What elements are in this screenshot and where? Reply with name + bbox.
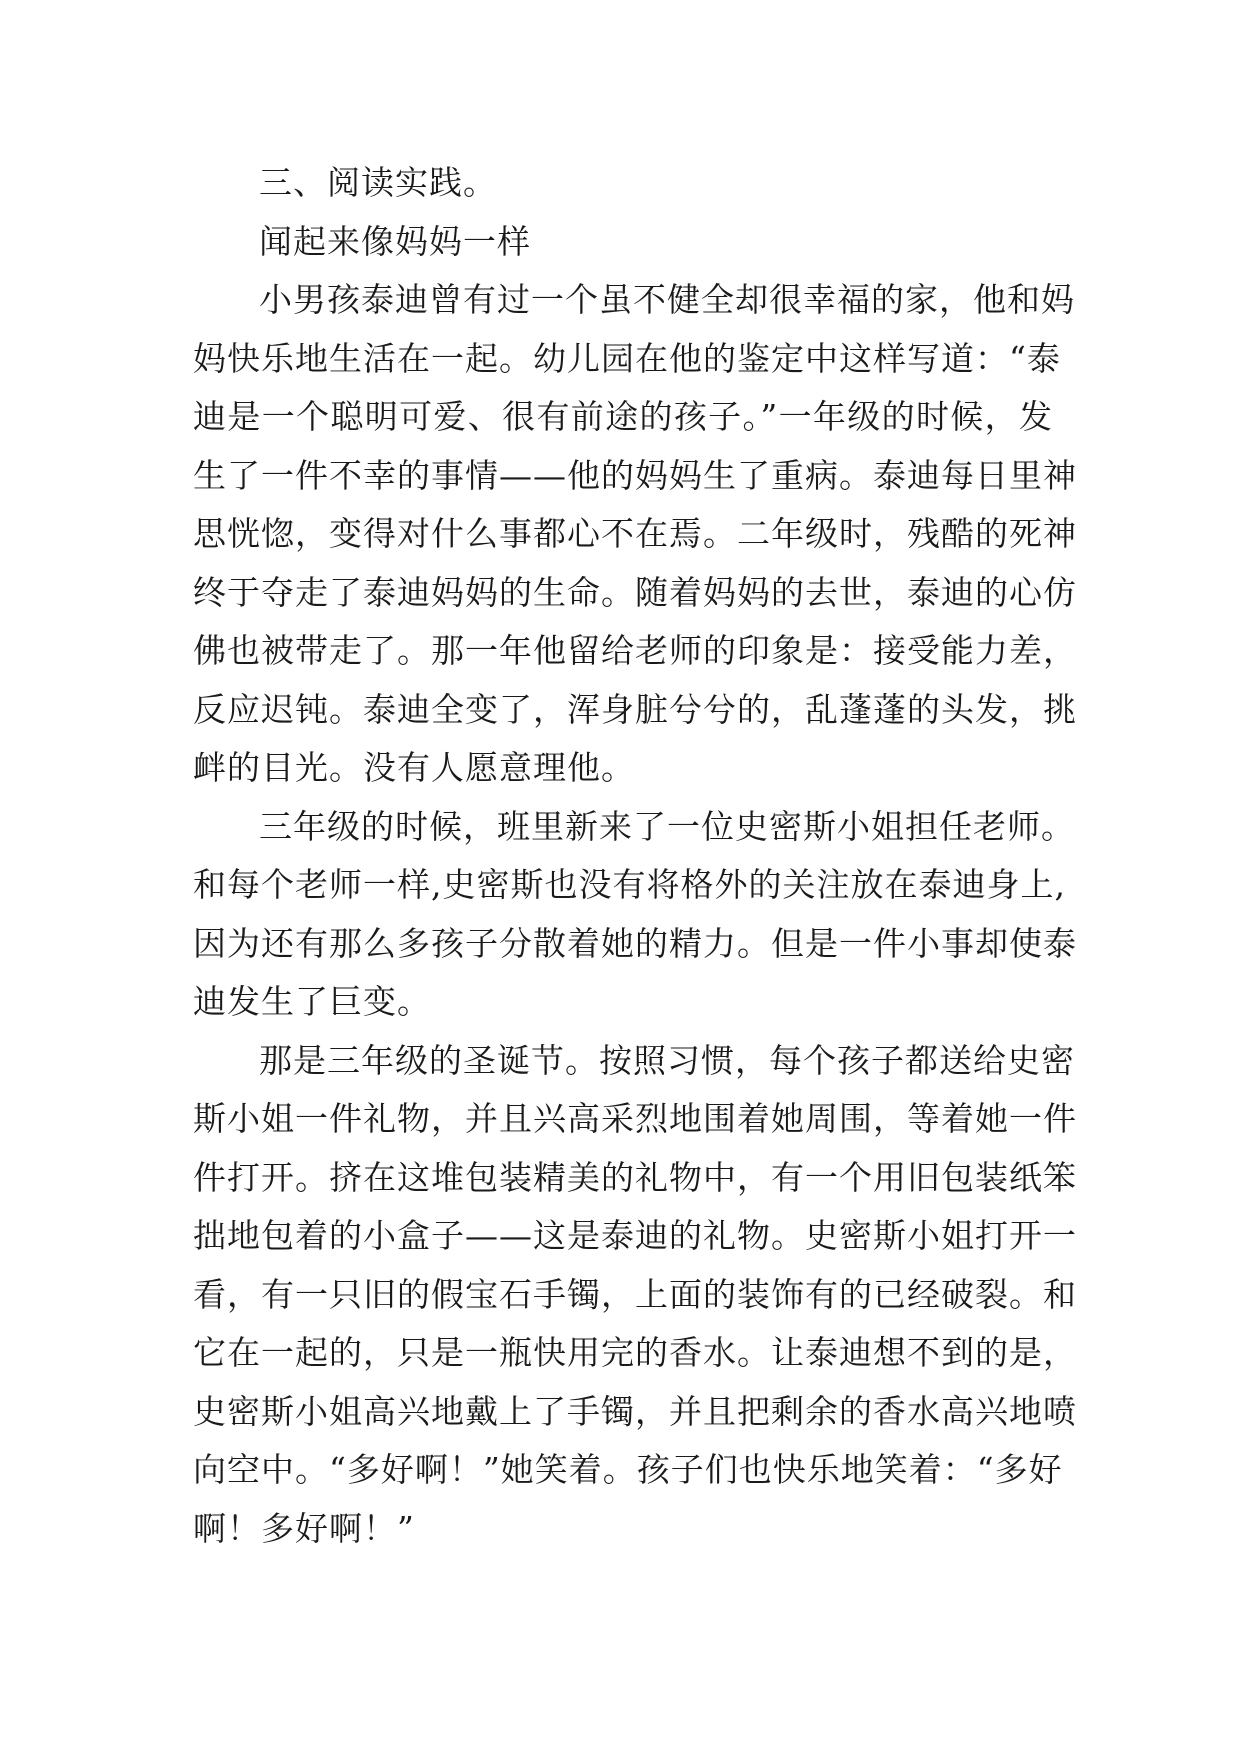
paragraph-line: 衅的目光。没有人愿意理他。 xyxy=(193,748,635,787)
paragraph-line: 思恍惚，变得对什么事都心不在焉。二年级时，残酷的死神 xyxy=(193,514,1077,553)
paragraph-line: 看，有一只旧的假宝石手镯，上面的装饰有的已经破裂。和 xyxy=(193,1274,1077,1314)
paragraph-line: 件打开。挤在这堆包装精美的礼物中，有一个用旧包装纸笨 xyxy=(193,1157,1077,1197)
paragraph-2 xyxy=(193,798,1077,1032)
document-body xyxy=(193,154,1077,1558)
paragraph-line: 生了一件不幸的事情——他的妈妈生了重病。泰迪每日里神 xyxy=(193,455,1077,495)
paragraph-line: 终于夺走了泰迪妈妈的生命。随着妈妈的去世，泰迪的心仿 xyxy=(193,572,1077,612)
paragraph-line: 那是三年级的圣诞节。按照习惯，每个孩子都送给史密 xyxy=(259,1040,1075,1080)
paragraph-line: 小男孩泰迪曾有过一个虽不健全却很幸福的家，他和妈 xyxy=(259,280,1075,319)
paragraph-line: 史密斯小姐高兴地戴上了手镯，并且把剩余的香水高兴地喷 xyxy=(193,1391,1077,1431)
paragraph-line: 拙地包着的小盒子——这是泰迪的礼物。史密斯小姐打开一 xyxy=(193,1216,1077,1255)
story-title: 闻起来像妈妈一样 xyxy=(259,221,531,261)
paragraph-line: 和每个老师一样,史密斯也没有将格外的关注放在泰迪身上, xyxy=(193,865,1066,904)
paragraph-line: 向空中。“多好啊！”她笑着。孩子们也快乐地笑着：“多好 xyxy=(193,1450,1063,1489)
paragraph-line: 妈快乐地生活在一起。幼儿园在他的鉴定中这样写道：“泰 xyxy=(193,338,1061,378)
paragraph-line: 它在一起的，只是一瓶快用完的香水。让泰迪想不到的是， xyxy=(193,1333,1077,1372)
paragraph-line: 反应迟钝。泰迪全变了，浑身脏兮兮的，乱蓬蓬的头发，挑 xyxy=(193,689,1077,729)
paragraph-1 xyxy=(193,271,1077,798)
paragraph-line: 斯小姐一件礼物，并且兴高采烈地围着她周围，等着她一件 xyxy=(193,1099,1077,1138)
paragraph-line: 佛也被带走了。那一年他留给老师的印象是：接受能力差， xyxy=(193,631,1077,670)
paragraph-line: 啊！多好啊！” xyxy=(193,1508,415,1548)
section-heading: 三、阅读实践。 xyxy=(259,163,497,202)
paragraph-line: 因为还有那么多孩子分散着她的精力。但是一件小事却使泰 xyxy=(193,923,1077,963)
paragraph-3 xyxy=(193,1032,1077,1559)
paragraph-line: 迪发生了巨变。 xyxy=(193,982,431,1021)
paragraph-line: 迪是一个聪明可爱、很有前途的孩子。”一年级的时候，发 xyxy=(193,397,1053,436)
paragraph-line: 三年级的时候，班里新来了一位史密斯小姐担任老师。 xyxy=(259,806,1075,846)
